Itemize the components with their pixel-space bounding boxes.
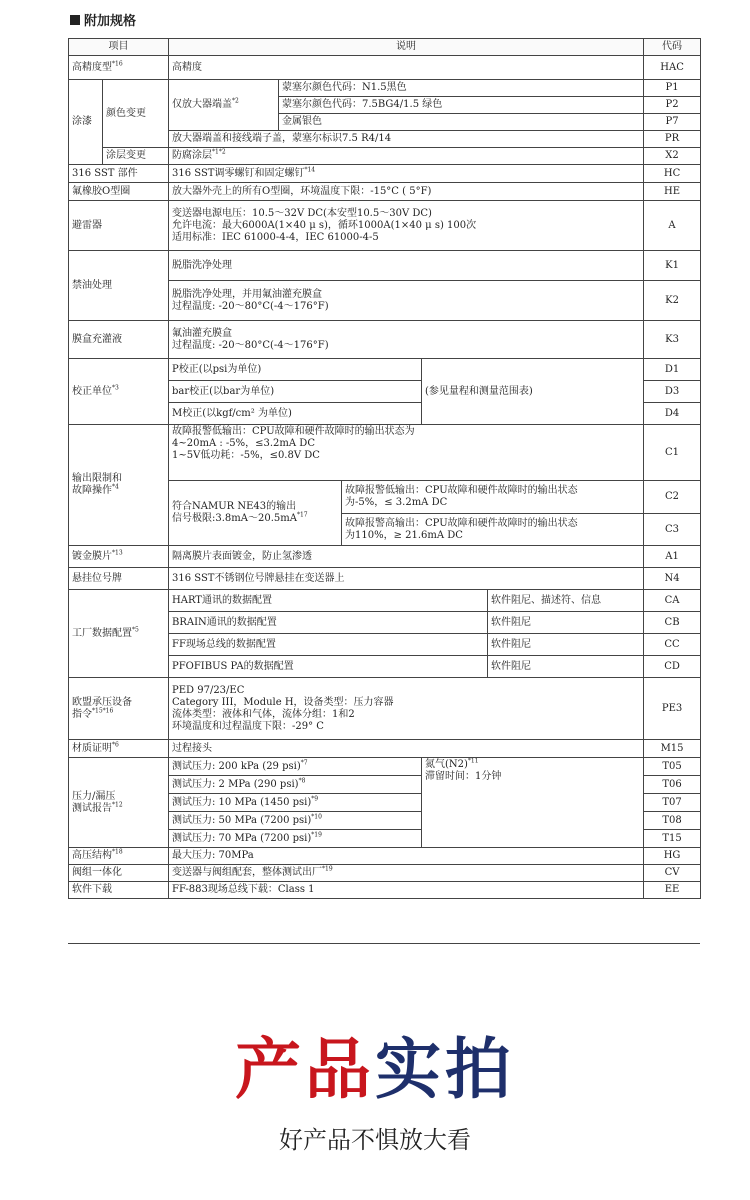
table-row: 工厂数据配置$^{*5}$ HART通讯的数据配置 软件阻尼、描述符、信息 CA xyxy=(69,590,701,612)
table-row: 材质证明$^{*6}$ 过程接头 M15 xyxy=(69,740,701,758)
banner-subtitle: 好产品不惧放大看 xyxy=(279,1126,471,1154)
table-row: 高压结构$^{*18}$ 最大压力: 70MPa HG xyxy=(69,848,701,865)
square-bullet-icon xyxy=(70,15,80,25)
table-row: 316 SST 部件 316 SST调零螺钉和固定螺钉$^{*14}$ HC xyxy=(69,165,701,183)
table-row: 测试压力: 10 MPa (1450 psi)$^{*9}$ T07 xyxy=(69,794,701,812)
header-desc: 说明 xyxy=(169,39,644,56)
table-row: PFOFIBUS PA的数据配置 软件阻尼 CD xyxy=(69,656,701,678)
header-code: 代码 xyxy=(644,39,701,56)
table-row: FF现场总线的数据配置 软件阻尼 CC xyxy=(69,634,701,656)
table-row: 涂漆 颜色变更 仅放大器端盖$^{*2}$ 蒙塞尔颜色代码：N1.5黑色 P1 xyxy=(69,80,701,97)
table-row: 高精度型$^{*16}$ 高精度 HAC xyxy=(69,56,701,80)
table-row: 避雷器 变送器电源电压：10.5～32V DC(本安型10.5～30V DC) 允许电流：最大6000A(1×40 μ s)，循环1000A(1×40 μ s) 100次 适用标准：IEC 61000-4-4，IEC 61000-4-5 A xyxy=(69,201,701,251)
table-row: 氟橡胶O型圈 放大器外壳上的所有O型圈，环境温度下限：-15°C ( 5°F) HE xyxy=(69,183,701,201)
table-row: 校正单位$^{*3}$ P校正(以psi为单位) (参见量程和测量范围表) D1 xyxy=(69,359,701,381)
table-row: 测试压力: 2 MPa (290 psi)$^{*8}$ T06 xyxy=(69,776,701,794)
table-row: 放大器端盖和接线端子盖，蒙塞尔标识7.5 R4/14 PR xyxy=(69,131,701,148)
table-row: 测试压力: 70 MPa (7200 psi)$^{*19}$ T15 xyxy=(69,830,701,848)
table-row: BRAIN通讯的数据配置 软件阻尼 CB xyxy=(69,612,701,634)
table-header xyxy=(69,39,701,56)
table-row: 欧盟承压设备 指令$^{*15*16}$ PED 97/23/EC Category III，Module H，设备类型：压力容器 流体类型：液体和气体，流体分组：1和2 环境温度和过程温度下限：-29° C PE3 xyxy=(69,678,701,740)
table-row: 故障报警高输出：CPU故障和硬件故障时的输出状态 为110%，≥ 21.6mA DC C3 xyxy=(69,514,701,546)
table-row: 阀组一体化 变送器与阀组配套，整体测试出厂$^{*19}$ CV xyxy=(69,865,701,882)
header-item: 项目 xyxy=(69,39,169,56)
spec-table xyxy=(68,38,701,899)
table-row: 金属银色 P7 xyxy=(69,114,701,131)
table-row: bar校正(以bar为单位) D3 xyxy=(69,381,701,403)
bottom-rule xyxy=(68,943,700,944)
table-row: 镀金膜片$^{*13}$ 隔离膜片表面镀金，防止氢渗透 A1 xyxy=(69,546,701,568)
table-row: 悬挂位号牌 316 SST不锈钢位号牌悬挂在变送器上 N4 xyxy=(69,568,701,590)
table-row: 禁油处理 脱脂洗净处理 K1 xyxy=(69,251,701,281)
table-row: 膜盒充灌液 氟油灌充膜盒 过程温度: -20～80°C(-4～176°F) K3 xyxy=(69,321,701,359)
table-row: 压力/漏压 测试报告$^{*12}$ 测试压力: 200 kPa (29 psi)$^{*7}$ 氮气$(N2)^{*11}$ 滞留时间：1分钟 T05 xyxy=(69,758,701,776)
section-heading: 附加规格 xyxy=(70,10,136,29)
banner-title: 产品实拍 xyxy=(235,1031,515,1108)
table-row: 脱脂洗净处理，并用氟油灌充膜盒 过程温度: -20～80°C(-4～176°F) K2 xyxy=(69,281,701,321)
table-row: 输出限制和 故障操作$^{*4}$ 故障报警低输出：CPU故障和硬件故障时的输出状态为 4~20mA : -5%，≤3.2mA DC 1~5V低功耗：-5%，≤0.8V DC C1 xyxy=(69,425,701,481)
table-row: 测试压力: 50 MPa (7200 psi)$^{*10}$ T08 xyxy=(69,812,701,830)
table-row: 软件下载 FF-883现场总线下载：Class 1 EE xyxy=(69,882,701,899)
table-row: 符合NAMUR NE43的输出 信号极限$:3.8mA\sim 20.5mA^{*17}$ 故障报警低输出：CPU故障和硬件故障时的输出状态 为-5%，≤ 3.2mA DC C2 xyxy=(69,481,701,514)
table-row: 蒙塞尔颜色代码：7.5BG4/1.5 绿色 P2 xyxy=(69,97,701,114)
table-row: 涂层变更 防腐涂层$^{*1*2}$ X2 xyxy=(69,148,701,165)
table-row: M校正(以kgf/cm² 为单位) D4 xyxy=(69,403,701,425)
